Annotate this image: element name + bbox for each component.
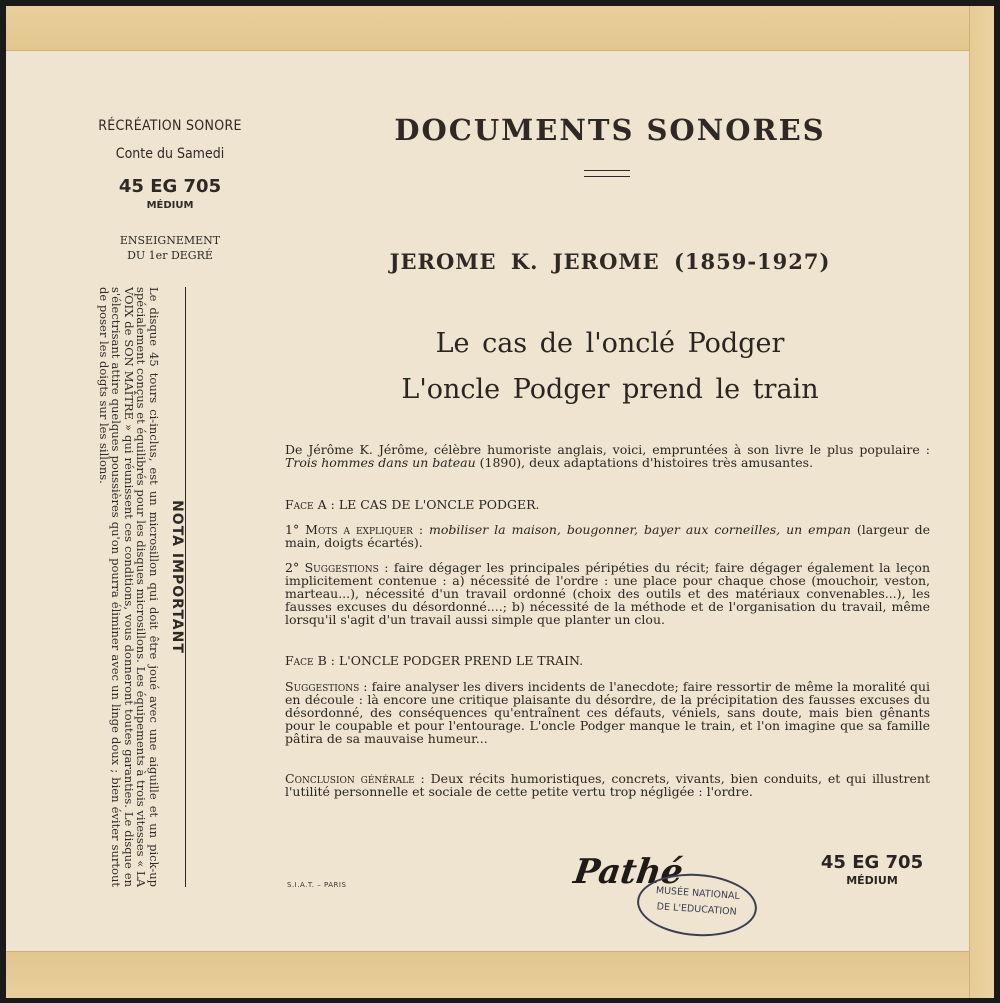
story-title-1: Le cas de l'onclé Podger <box>435 328 785 359</box>
title-rule <box>584 170 630 177</box>
mots-rest: (largeur de main, doigts écartés). <box>285 522 930 550</box>
suggestions-a-label: 2° Suggestions : <box>285 560 389 575</box>
tape-top <box>6 6 994 51</box>
face-b-heading <box>285 654 930 667</box>
face-a-heading <box>285 498 930 511</box>
suggestions-b-text: faire analyser les divers incidents de l'anecdote; faire ressortir de même la moralité qui en découle : là encore une critique plaisante du désordre, de la précipitation des fausses excuses du désordonné, des conséquences qu'entraînent ces défauts, véniels, sans doute, mais bien gênants pour le coupable et pour l'entourage. L'oncle Podger manque le train, et l'on imagine que sa famille pâtira de sa mauvaise humeur... <box>285 679 930 746</box>
footer-format: MÉDIUM <box>846 874 898 887</box>
conclusion-paragraph <box>285 772 930 798</box>
pathe-logo: Pathé <box>571 852 686 892</box>
page-title: DOCUMENTS SONORES <box>394 113 826 147</box>
catalog-code: 45 EG 705 <box>118 176 222 197</box>
stamp-line-2: DE L'EDUCATION <box>656 901 738 918</box>
footer-code: 45 EG 705 <box>820 852 924 873</box>
face-a-label: Face A : <box>285 497 335 512</box>
face-a-title: LE CAS DE L'ONCLE PODGER. <box>338 497 540 512</box>
conclusion-label: Conclusion générale : <box>285 771 425 786</box>
suggestions-b-label: Suggestions : <box>285 679 368 694</box>
face-b-title: L'ONCLE PODGER PREND LE TRAIN. <box>338 653 584 668</box>
level-line-1: ENSEIGNEMENT <box>119 234 221 247</box>
nota-text: Le disque 45 tours ci-inclus, est un microsillon qui doit être joué avec une aiguille et un pick-up spécialement conçus et équilibrés pour les disques microsillons. Les équipements à trois vitesses « LA VOIX de SON MAÎTRE » qui réunissent ces conditions, vous donneront toutes garanties. Le disque en s'électrisant attire quelques poussières qu'on pourra éliminer avec un linge doux ; bien éviter surtout de poser les doigts sur les sillons. <box>97 287 161 887</box>
printer-credit: S.I.A.T. – PARIS <box>287 881 347 889</box>
nota-title: NOTA IMPORTANT <box>169 500 185 654</box>
intro-book-title: Trois hommes dans un bateau <box>285 455 476 470</box>
intro-text-a: De Jérôme K. Jérôme, célèbre humoriste anglais, voici, empruntées à son livre le plus populaire : <box>285 442 930 457</box>
story-title-2: L'oncle Podger prend le train <box>401 374 819 405</box>
stamp-line-1: MUSÉE NATIONAL <box>655 885 741 902</box>
level-line-2: DU 1er DEGRÉ <box>127 249 213 262</box>
tape-bottom <box>6 951 994 998</box>
face-b-label: Face B : <box>285 653 335 668</box>
suggestions-b-paragraph <box>285 680 930 745</box>
conclusion-text: Deux récits humoristiques, concrets, vivants, bien conduits, et qui illustrent l'utilité personnelle et sociale de cette petite vertu trop négligée : l'ordre. <box>285 771 930 799</box>
suggestions-a-paragraph <box>285 561 930 626</box>
tape-right <box>969 6 994 998</box>
series-label: RÉCRÉATION SONORE <box>98 118 242 134</box>
mots-paragraph <box>285 523 930 549</box>
mots-words: mobiliser la maison, bougonner, bayer aux corneilles, un empan <box>429 522 851 537</box>
suggestions-a-text: faire dégager les principales péripéties du récit; faire dégager également la leçon implicitement contenue : a) nécessité de l'ordre : une place pour chaque chose (mouchoir, veston, marteau...), nécessité d'un travail ordonné (choix des outils et des matériaux convenables...), les fausses excuses du désordonné....; b) nécessité de la méthode et de l'organisation du travail, même lorsqu'il s'agit d'un travail aussi simple que planter un clou. <box>285 560 931 627</box>
intro-paragraph <box>285 443 930 469</box>
collection-label: Conte du Samedi <box>115 146 225 162</box>
author-line: JEROME K. JEROME (1859-1927) <box>389 249 831 274</box>
mots-label: 1° Mots a expliquer : <box>285 522 424 537</box>
intro-text-b: (1890), deux adaptations d'histoires très amusantes. <box>475 455 814 470</box>
nota-block <box>92 287 188 887</box>
catalog-format: MÉDIUM <box>146 200 194 211</box>
catalog-code-footer <box>812 852 932 887</box>
